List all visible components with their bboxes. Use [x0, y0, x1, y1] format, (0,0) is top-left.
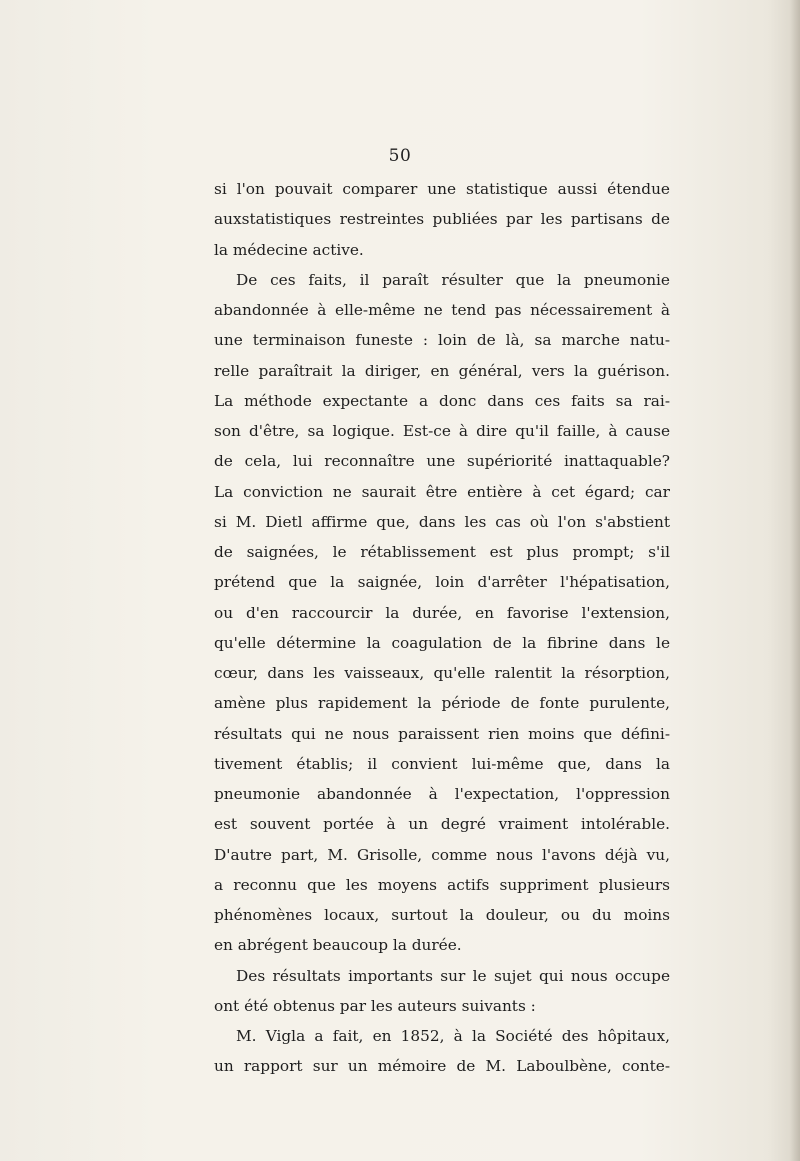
text-line: D'autre part, M. Grisolle, comme nous l'avons déjà vu,: [214, 845, 670, 864]
text-line: La conviction ne saurait être entière à cet égard; car: [214, 482, 670, 501]
text-line: pneumonie abandonnée à l'expectation, l'oppression: [214, 785, 670, 803]
text-line: en abrégent beaucoup la durée.: [214, 936, 462, 955]
text-line: abandonnée à elle-même ne tend pas nécessairement à: [214, 301, 670, 319]
text-line: Des résultats importants sur le sujet qui nous occupe: [236, 966, 670, 985]
text-line: a reconnu que les moyens actifs suppriment plusieurs: [214, 875, 670, 894]
text-line: ont été obtenus par les auteurs suivants :: [214, 996, 536, 1015]
text-line: relle paraîtrait la diriger, en général, vers la guérison.: [214, 361, 670, 380]
text-line: M. Vigla a fait, en 1852, à la Société des hôpitaux,: [236, 1027, 670, 1045]
text-line: de cela, lui reconnaître une supériorité inattaquable?: [214, 452, 670, 471]
text-line: De ces faits, il paraît résulter que la pneumonie: [236, 270, 670, 289]
page-number: 50: [388, 146, 412, 166]
text-line: une terminaison funeste : loin de là, sa marche natu-: [214, 331, 670, 350]
text-line: si l'on pouvait comparer une statistique aussi étendue: [214, 180, 670, 198]
body-text: [214, 174, 670, 1082]
text-line: qu'elle détermine la coagulation de la fibrine dans le: [214, 633, 670, 652]
text-line: prétend que la saignée, loin d'arrêter l'hépatisation,: [214, 573, 670, 592]
text-line: si M. Dietl affirme que, dans les cas où l'on s'abstient: [214, 512, 670, 531]
text-line: résultats qui ne nous paraissent rien moins que défini-: [214, 724, 670, 743]
text-line: tivement établis; il convient lui-même que, dans la: [214, 754, 670, 773]
text-line: La méthode expectante a donc dans ces faits sa rai-: [214, 391, 670, 410]
text-line: cœur, dans les vaisseaux, qu'elle ralentit la résorption,: [214, 664, 670, 682]
text-line: ou d'en raccourcir la durée, en favorise l'extension,: [214, 603, 670, 622]
page-edge-shadow: [790, 0, 800, 1161]
text-line: de saignées, le rétablissement est plus prompt; s'il: [214, 543, 670, 561]
text-line: amène plus rapidement la période de fonte purulente,: [214, 694, 670, 713]
text-line: phénomènes locaux, surtout la douleur, ou du moins: [214, 906, 670, 924]
text-line: un rapport sur un mémoire de M. Laboulbène, conte-: [214, 1057, 670, 1076]
text-line: auxstatistiques restreintes publiées par les partisans de: [214, 210, 670, 229]
text-line: est souvent portée à un degré vraiment intolérable.: [214, 815, 670, 834]
text-line: son d'être, sa logique. Est-ce à dire qu'il faille, à cause: [214, 422, 670, 440]
text-line: la médecine active.: [214, 240, 364, 259]
